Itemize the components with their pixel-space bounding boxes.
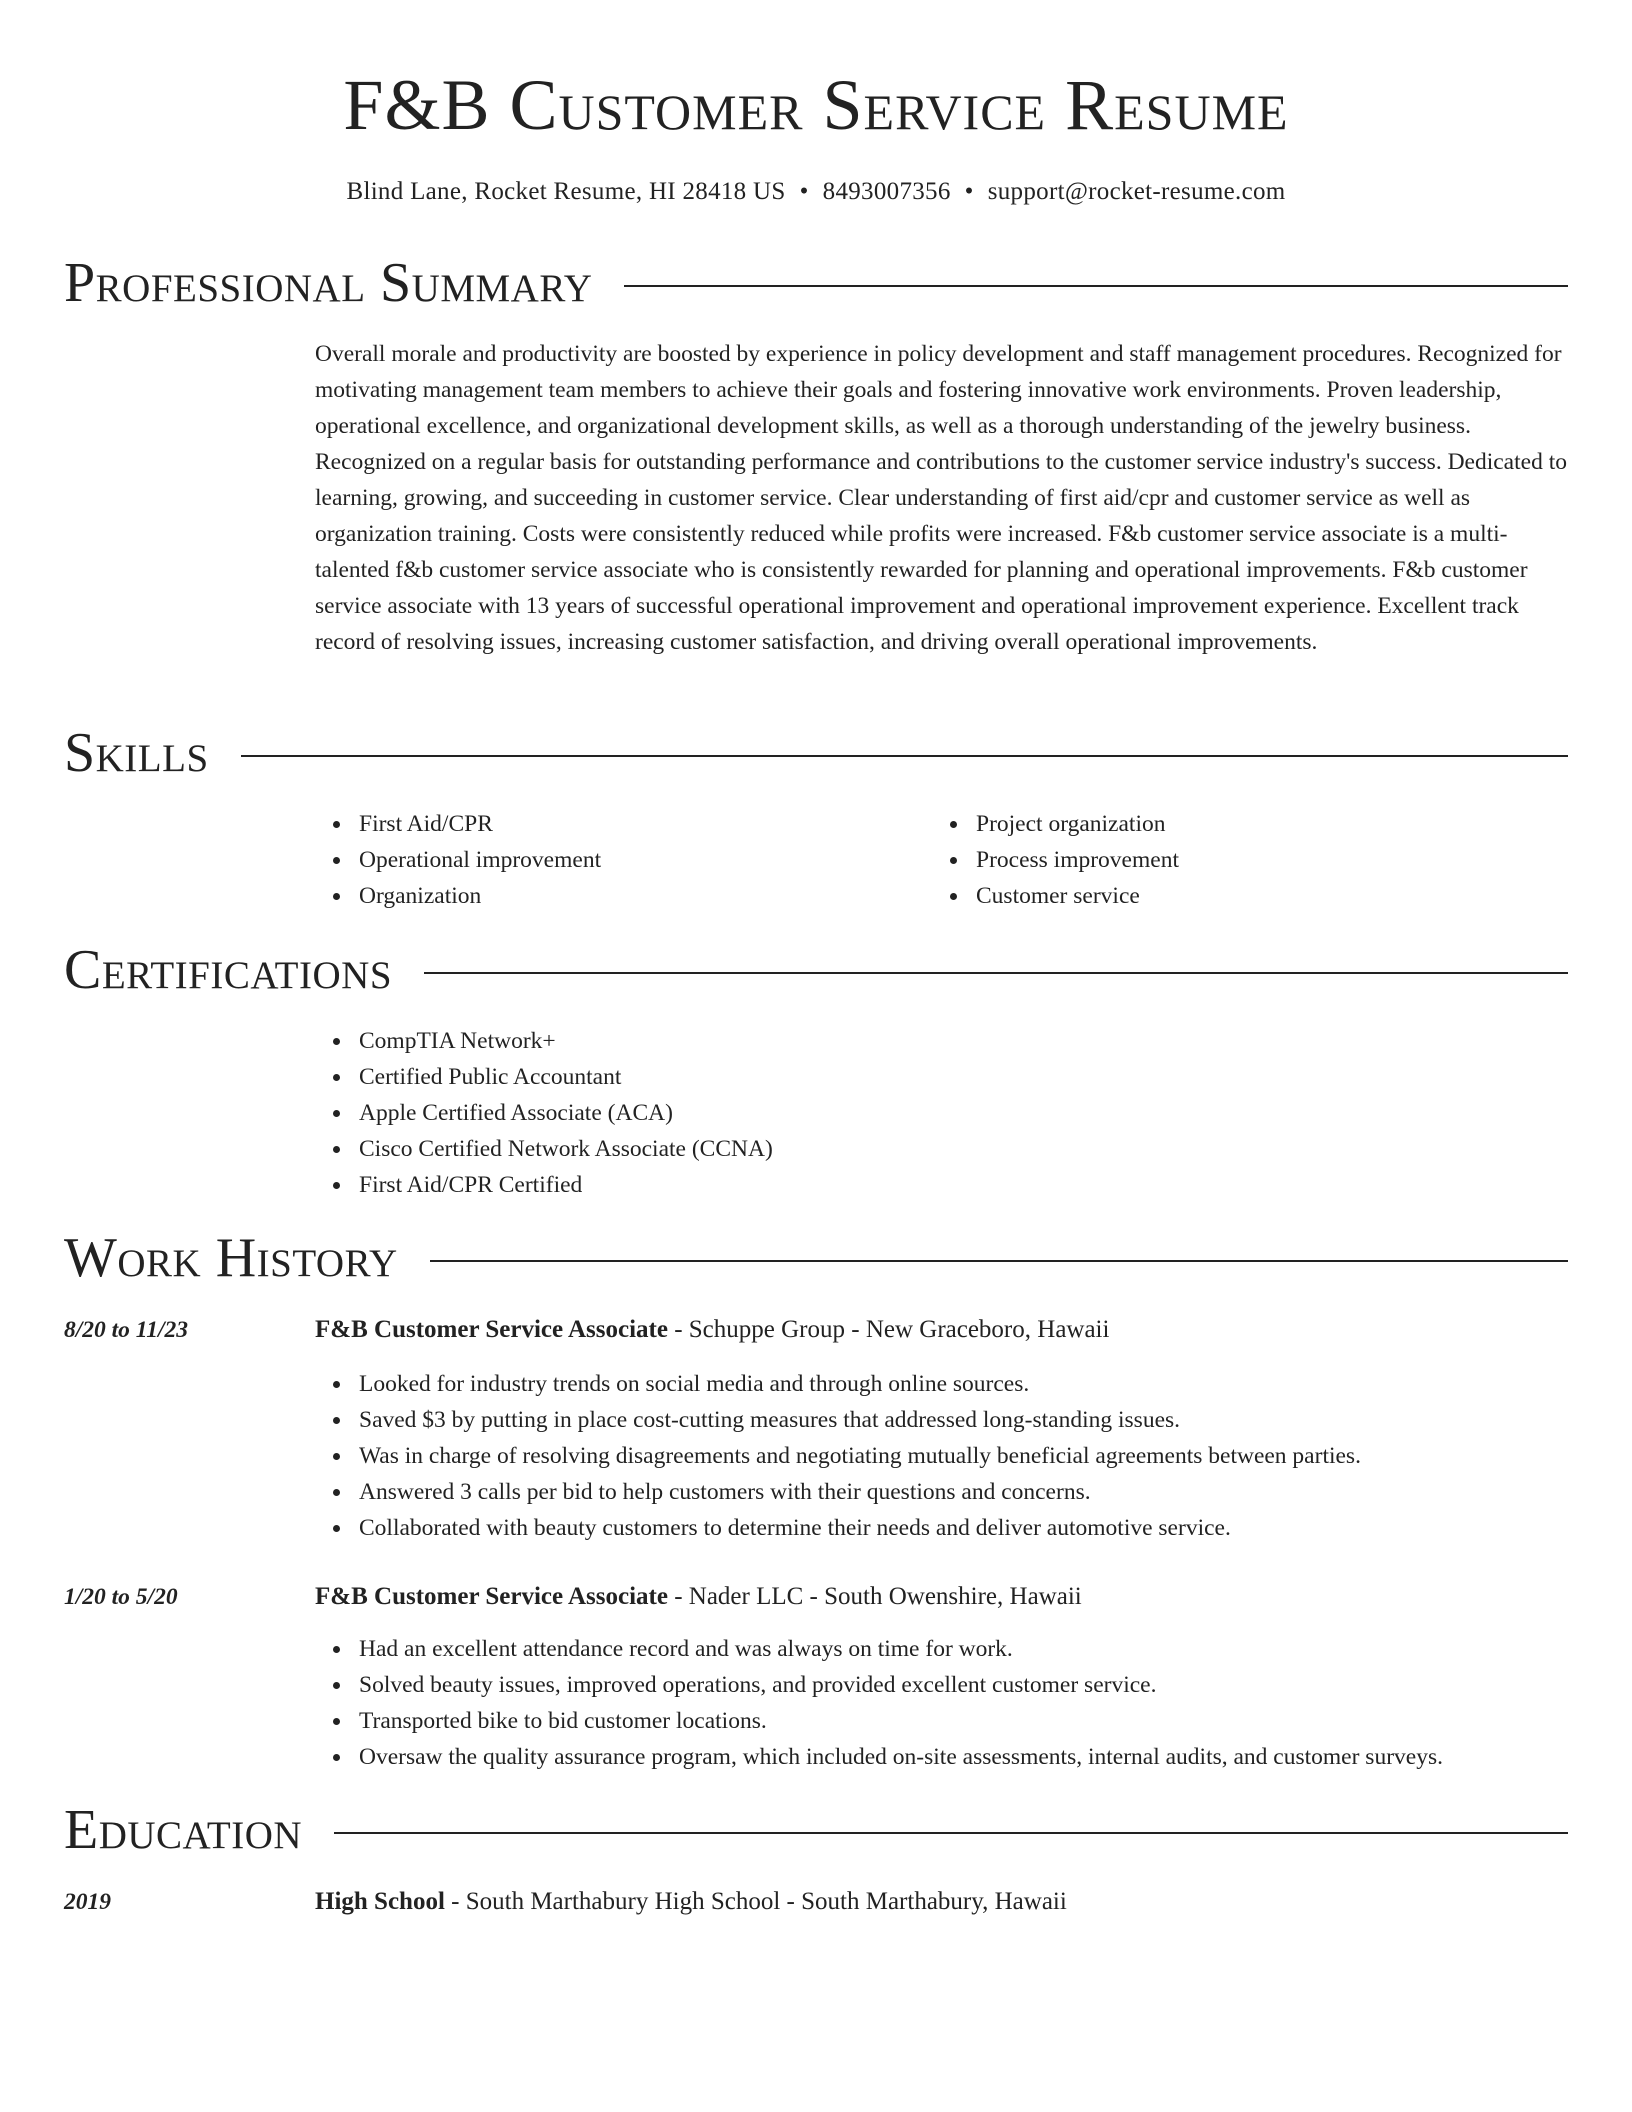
job-details: - Nader LLC - South Owenshire, Hawaii — [667, 1583, 1082, 1610]
education-details: - South Marthabury High School - South Marthabury, Hawaii — [444, 1888, 1067, 1915]
contact-line — [64, 176, 1568, 208]
summary-text: Overall morale and productivity are boosted by experience in policy development and staff management procedures. Recognized for motivating management team members to achieve their goals and fostering innovative work environments. Proven leadership, operational excellence, and organizational development skills, as well as a thorough understanding of the jewelry business. Recognized on a regular basis for outstanding performance and contributions to the customer service industry's success. Dedicated to learning, growing, and succeeding in customer service. Clear understanding of first aid/cpr and customer service as well as organization training. Costs were consistently reduced while profits were increased. F&b customer service associate is a multi-talented f&b customer service associate who is consistently rewarded for planning and operational improvements. F&b customer service associate with 13 years of successful operational improvement and operational improvement experience. Excellent track record of resolving issues, increasing customer satisfaction, and driving overall operational improvements. — [315, 341, 1567, 655]
certifications-content — [315, 1023, 1568, 1203]
education-heading: Education — [64, 1799, 303, 1861]
job-title-line — [315, 1579, 1568, 1615]
skill-item: Customer service — [976, 878, 1549, 914]
job-entry — [315, 1579, 1568, 1775]
skill-item: First Aid/CPR — [359, 806, 932, 842]
skills-section-header — [64, 721, 1568, 785]
education-entry — [315, 1884, 1568, 1920]
section-divider — [430, 1260, 1568, 1262]
job-bullet: Was in charge of resolving disagreements and negotiating mutually beneficial agreements between parties. — [359, 1438, 1568, 1474]
skills-list-left — [315, 806, 932, 914]
resume-page — [64, 0, 1568, 1915]
job-dates: 8/20 to 11/23 — [64, 1317, 189, 1343]
skill-item: Organization — [359, 878, 932, 914]
skills-grid — [315, 806, 1568, 914]
work-section-header — [64, 1226, 1568, 1290]
contact-separator: • — [799, 178, 809, 205]
job-bullet: Collaborated with beauty customers to determine their needs and deliver automotive service. — [359, 1510, 1568, 1546]
contact-address: Blind Lane, Rocket Resume, HI 28418 US — [346, 178, 786, 205]
education-line — [315, 1884, 1568, 1920]
skill-item: Project organization — [976, 806, 1549, 842]
certification-item: CompTIA Network+ — [359, 1023, 1568, 1059]
skill-item: Operational improvement — [359, 842, 932, 878]
skills-heading: Skills — [64, 722, 209, 784]
job-bullets — [315, 1366, 1568, 1546]
education-degree: High School — [315, 1888, 445, 1915]
certification-item: First Aid/CPR Certified — [359, 1167, 1568, 1203]
resume-title: F&B Customer Service Resume — [343, 65, 1289, 145]
job-bullets — [315, 1631, 1568, 1775]
job-role: F&B Customer Service Associate — [315, 1316, 668, 1343]
job-bullet: Saved $3 by putting in place cost-cutting measures that addressed long-standing issues. — [359, 1402, 1568, 1438]
certification-item: Certified Public Accountant — [359, 1059, 1568, 1095]
skills-content — [315, 806, 1568, 914]
job-bullet: Transported bike to bid customer locations. — [359, 1703, 1568, 1739]
certification-item: Apple Certified Associate (ACA) — [359, 1095, 1568, 1131]
contact-separator: • — [964, 178, 974, 205]
section-divider — [424, 972, 1568, 974]
contact-email: support@rocket-resume.com — [987, 178, 1286, 205]
job-dates: 1/20 to 5/20 — [64, 1584, 178, 1610]
certifications-list — [315, 1023, 1568, 1203]
job-bullet: Answered 3 calls per bid to help customers with their questions and concerns. — [359, 1474, 1568, 1510]
job-title-line — [315, 1312, 1568, 1348]
job-entry — [315, 1312, 1568, 1546]
skill-item: Process improvement — [976, 842, 1549, 878]
work-heading: Work History — [64, 1227, 398, 1289]
contact-phone: 8493007356 — [822, 178, 951, 205]
job-bullet: Solved beauty issues, improved operations, and provided excellent customer service. — [359, 1667, 1568, 1703]
summary-heading: Professional Summary — [64, 252, 593, 314]
summary-section-header — [64, 251, 1568, 315]
education-section-header — [64, 1798, 1568, 1862]
job-bullet: Had an excellent attendance record and was always on time for work. — [359, 1631, 1568, 1667]
skills-list-right — [932, 806, 1549, 914]
skills-column-left — [315, 806, 932, 914]
certification-item: Cisco Certified Network Associate (CCNA) — [359, 1131, 1568, 1167]
job-details: - Schuppe Group - New Graceboro, Hawaii — [667, 1316, 1110, 1343]
job-bullet: Oversaw the quality assurance program, which included on-site assessments, internal audits, and customer surveys. — [359, 1739, 1568, 1775]
education-year: 2019 — [64, 1889, 111, 1915]
job-role: F&B Customer Service Associate — [315, 1583, 668, 1610]
section-divider — [241, 755, 1568, 757]
section-divider — [334, 1832, 1568, 1834]
skills-column-right — [932, 806, 1549, 914]
section-divider — [624, 285, 1568, 287]
job-bullet: Looked for industry trends on social media and through online sources. — [359, 1366, 1568, 1402]
summary-content — [315, 336, 1568, 660]
certifications-heading: Certifications — [64, 939, 393, 1001]
certifications-section-header — [64, 938, 1568, 1002]
